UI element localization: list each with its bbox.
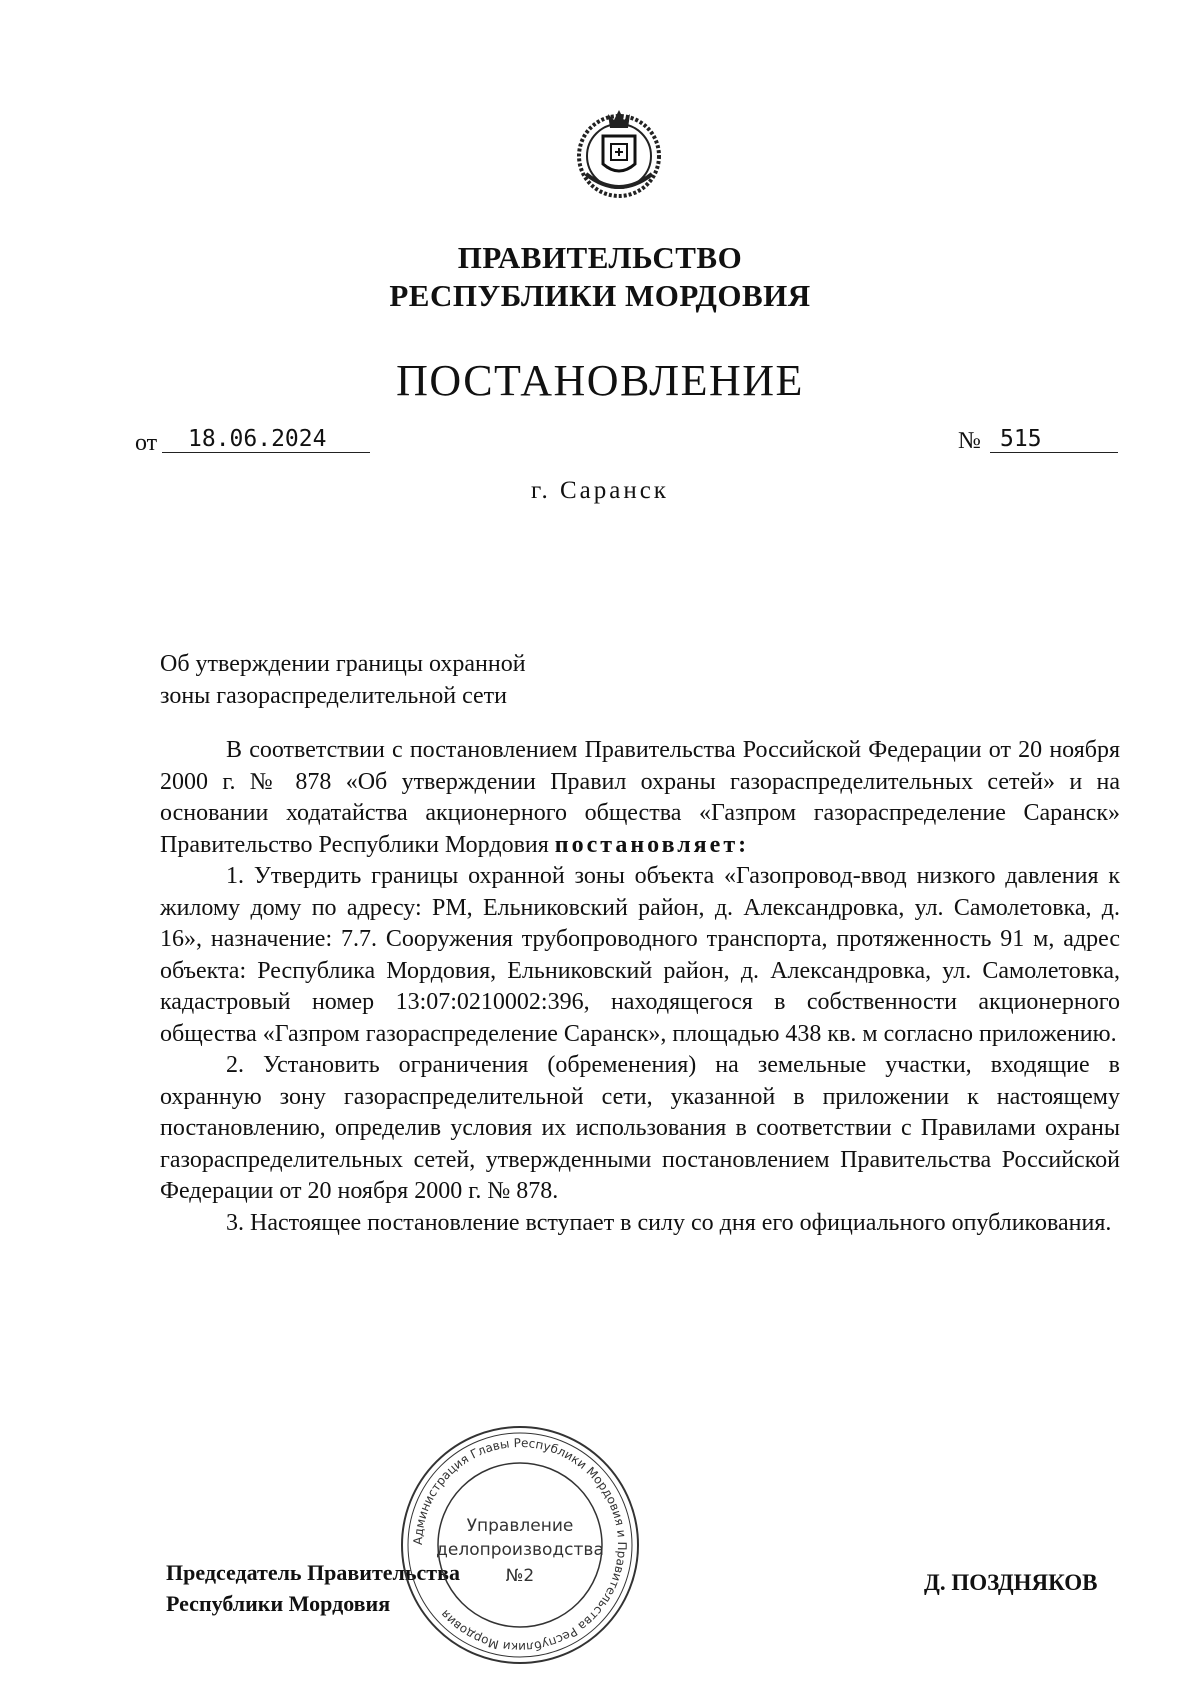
signer-name: Д. ПОЗДНЯКОВ xyxy=(924,1570,1098,1595)
coat-of-arms-icon xyxy=(566,96,672,204)
subject-line: зоны газораспределительной сети xyxy=(160,683,507,709)
date-label: от xyxy=(135,430,158,456)
item-3-paragraph: 3. Настоящее постановление вступает в силу со дня его официального опубликования. xyxy=(226,1209,1112,1236)
item-2-paragraph: 2. Установить ограничения (обременения) на земельные участки, входящие в охранную зону газораспределительной сети, указанной в приложении к настоящему постановлению, определив условия их использования в соответствии с Правилами охраны газораспределительных сетей, утвержденными постановлением Правительства Российской Федерации от 20 ноября 2000 г. № 878. xyxy=(160,1052,1120,1204)
stamp-center-text xyxy=(395,1420,645,1670)
preamble-paragraph xyxy=(160,735,1120,861)
document-body xyxy=(160,735,1120,1239)
item-1-paragraph: 1. Утвердить границы охранной зоны объекта «Газопровод-ввод низкого давления к жилому дому по адресу: РМ, Ельниковский район, д. Александровка, ул. Самолетовка, д. 16», назначение: 7.7. Сооружения трубопроводного транспорта, протяженность 91 м, адрес объекта: Республика Мордовия, Ельниковский район, д. Александровка, ул. Самолетовка, кадастровый номер 13:07:0210002:396, находящегося в собственности акционерного общества «Газпром газораспределение Саранск», площадью 438 кв. м согласно приложению. xyxy=(160,863,1120,1047)
subject-line: Об утверждении границы охранной xyxy=(160,651,526,677)
organization-name-line1: ПРАВИТЕЛЬСТВО xyxy=(457,240,743,275)
preamble-decree-word: постановляет: xyxy=(554,831,750,858)
stamp-line: №2 xyxy=(505,1566,535,1586)
document-type: ПОСТАНОВЛЕНИЕ xyxy=(396,356,804,405)
document-subject xyxy=(160,648,680,712)
document-date: 18.06.2024 xyxy=(162,426,370,453)
document-number: 515 xyxy=(990,426,1118,453)
signer-title-line: Председатель Правительства xyxy=(166,1560,460,1585)
city: г. Саранск xyxy=(531,477,669,504)
preamble-text: В соответствии с постановлением Правительства Российской Федерации от 20 ноября 2000 г. № 878 «Об утверждении Правил охраны газораспределительных сетей» и на основании ходатайства акционерного общества «Газпром газораспределение Саранск» Правительство Республики Мордовия xyxy=(160,737,1120,858)
organization-name-line2: РЕСПУБЛИКИ МОРДОВИЯ xyxy=(389,278,811,313)
number-label: № xyxy=(958,428,981,454)
stamp-line: делопроизводства xyxy=(436,1540,604,1560)
stamp-line: Управление xyxy=(466,1516,574,1536)
signer-title-line: Республики Мордовия xyxy=(166,1591,391,1616)
stamp-ring-text: Администрация Главы Республики Мордовия и Правительства Республики Мордовия xyxy=(410,1435,630,1655)
